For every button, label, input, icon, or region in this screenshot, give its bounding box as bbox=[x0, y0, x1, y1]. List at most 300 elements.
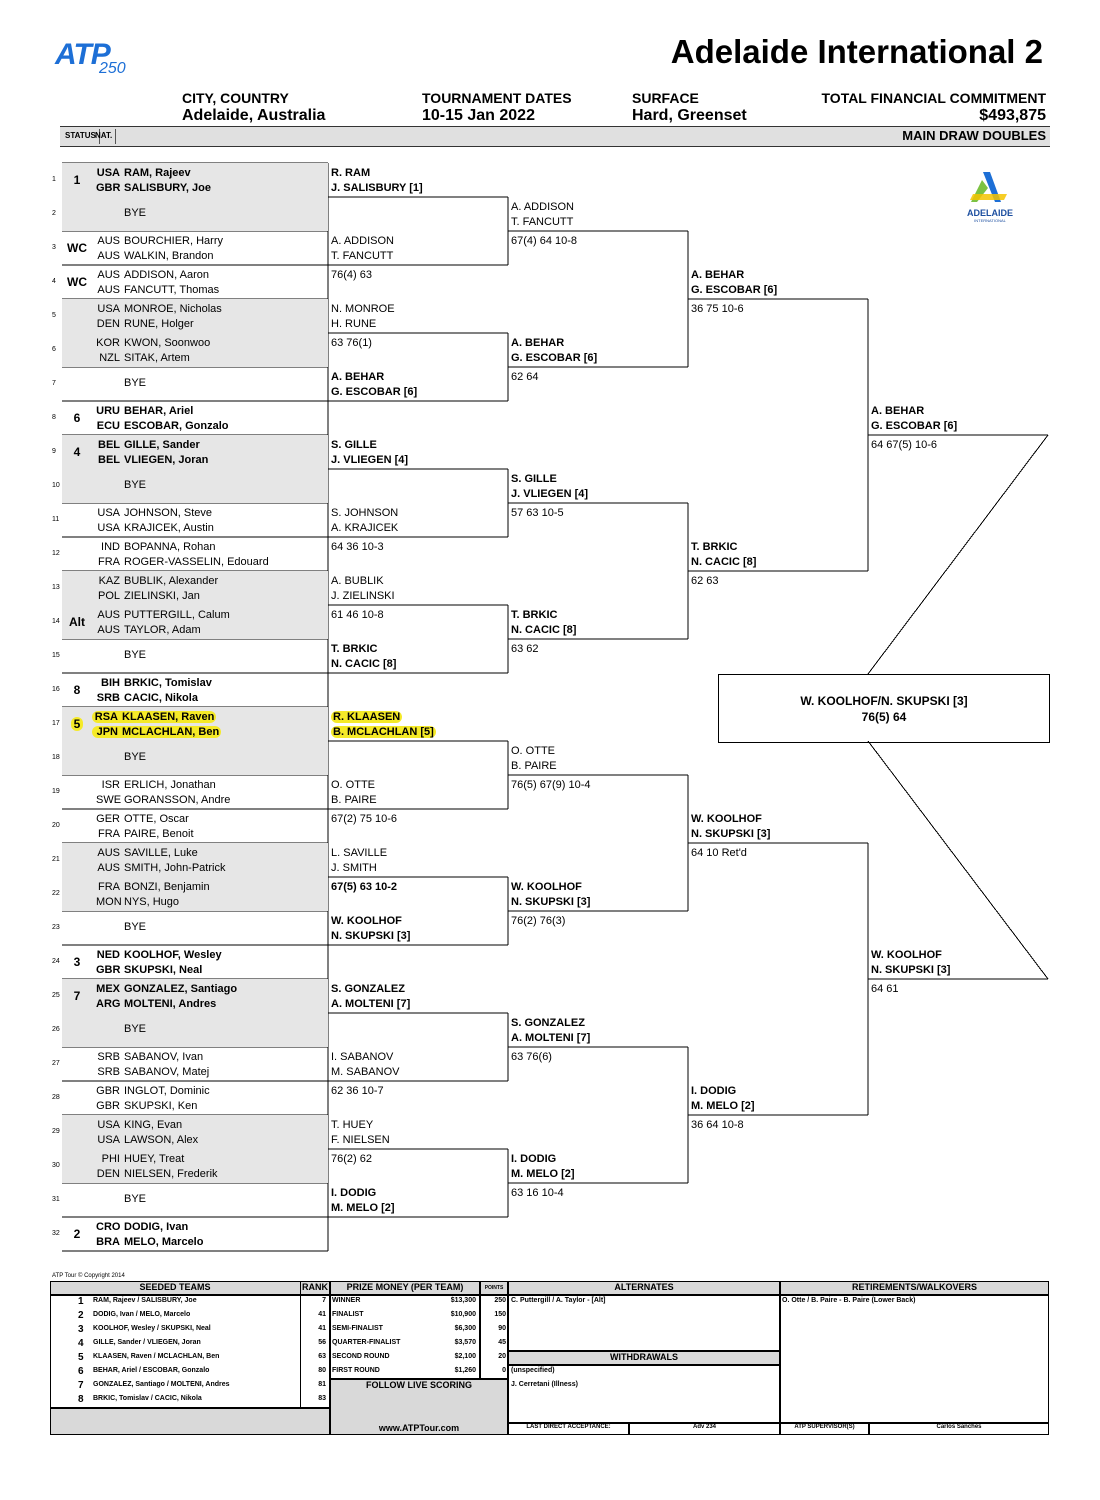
r1-winner-name: J. ZIELINSKI bbox=[331, 590, 395, 602]
r1-winner-name: A. ADDISON bbox=[331, 235, 394, 247]
player-name: MOLTENI, Andres bbox=[124, 998, 217, 1010]
team-player bbox=[96, 167, 191, 179]
r1-winner-name: N. SKUPSKI [3] bbox=[331, 930, 411, 942]
alternates-title: ALTERNATES bbox=[614, 1282, 674, 1292]
slot-number: 26 bbox=[52, 1026, 60, 1033]
team-player bbox=[96, 1134, 198, 1146]
dates-value: 10-15 Jan 2022 bbox=[422, 107, 535, 124]
team-player bbox=[96, 303, 222, 315]
seed-number: 6 bbox=[78, 1366, 84, 1377]
slot-number: 11 bbox=[52, 516, 60, 523]
rank-title: RANK bbox=[302, 1282, 328, 1292]
dates-label: TOURNAMENT DATES bbox=[422, 90, 572, 106]
prize-points: 20 bbox=[498, 1353, 506, 1360]
lda-label: LAST DIRECT ACCEPTANCE: bbox=[526, 1424, 611, 1430]
retirements-title: RETIREMENTS/WALKOVERS bbox=[851, 1282, 977, 1292]
player-name: BOURCHIER, Harry bbox=[124, 235, 224, 247]
slot-number: 31 bbox=[52, 1196, 60, 1203]
r1-winner-name: J. VLIEGEN [4] bbox=[331, 454, 409, 466]
retirements-body bbox=[780, 1295, 1049, 1423]
team-player bbox=[96, 541, 216, 553]
slot-number: 25 bbox=[52, 992, 60, 999]
seed-status bbox=[64, 717, 90, 731]
supervisor-value: Carlos Sanches bbox=[936, 1424, 982, 1430]
r1-winner-name: J. SALISBURY [1] bbox=[331, 182, 423, 194]
player-name: BRKIC, Tomislav bbox=[124, 677, 212, 689]
prize-round: SECOND ROUND bbox=[332, 1353, 390, 1360]
r2-score: 76(2) 76(3) bbox=[511, 915, 566, 927]
seed-team-name: KOOLHOF, Wesley / SKUPSKI, Neal bbox=[93, 1325, 211, 1332]
r3-score: 64 10 Ret'd bbox=[691, 847, 747, 859]
r1-winner-name bbox=[331, 726, 436, 738]
player-name: KWON, Soonwoo bbox=[124, 337, 211, 349]
sf-winner-name: W. KOOLHOF bbox=[871, 949, 942, 961]
r3-winner-name: N. CACIC [8] bbox=[691, 556, 757, 568]
seed-status: 7 bbox=[73, 989, 81, 1003]
seed-status: Alt bbox=[69, 615, 85, 629]
team-player bbox=[96, 964, 202, 976]
player-nationality: POL bbox=[97, 590, 120, 602]
footer-gray-left bbox=[50, 1408, 330, 1435]
player-name: TAYLOR, Adam bbox=[124, 624, 201, 636]
player-name: ESCOBAR, Gonzalo bbox=[124, 420, 229, 432]
player-name: KRAJICEK, Austin bbox=[124, 522, 214, 534]
player-name: GORANSSON, Andre bbox=[124, 794, 231, 806]
slot-number: 8 bbox=[52, 414, 56, 421]
seed-status: 3 bbox=[73, 955, 81, 969]
seed-team-name: KLAASEN, Raven / MCLACHLAN, Ben bbox=[93, 1353, 220, 1360]
r3-winner-name: I. DODIG bbox=[691, 1085, 737, 1097]
player-nationality: SWE bbox=[96, 794, 122, 806]
r1-winner-name: F. NIELSEN bbox=[331, 1134, 390, 1146]
team-player bbox=[96, 677, 212, 689]
prize-round: FINALIST bbox=[332, 1311, 364, 1318]
player-nationality: AUS bbox=[97, 269, 120, 281]
r2-winner-name: A. BEHAR bbox=[511, 337, 565, 349]
r3-winner-name: G. ESCOBAR [6] bbox=[691, 284, 778, 296]
player-nationality: USA bbox=[97, 303, 120, 315]
r3-score: 36 75 10-6 bbox=[691, 303, 744, 315]
slot-number: 10 bbox=[52, 482, 60, 489]
seed-number: 5 bbox=[78, 1352, 84, 1363]
r1-winner-name: A. KRAJICEK bbox=[331, 522, 399, 534]
r1-winner-highlight: B. MCLACHLAN [5] bbox=[333, 726, 434, 738]
player-name: SALISBURY, Joe bbox=[124, 182, 212, 194]
player-nationality: FRA bbox=[98, 828, 120, 840]
points-title: POINTS bbox=[484, 1285, 504, 1291]
r3-score: 62 63 bbox=[691, 575, 719, 587]
slot-number: 4 bbox=[52, 278, 56, 285]
team-player bbox=[96, 337, 210, 349]
supervisor-label: ATP SUPERVISOR(S) bbox=[794, 1424, 855, 1430]
player-name: FANCUTT, Thomas bbox=[124, 284, 220, 296]
seed-status: 8 bbox=[73, 683, 81, 697]
team-player bbox=[96, 609, 230, 621]
r2-winner-name: A. MOLTENI [7] bbox=[511, 1032, 591, 1044]
bye-label: BYE bbox=[124, 479, 147, 491]
player-nationality: SRB bbox=[97, 1066, 120, 1078]
r1-winner-name: S. JOHNSON bbox=[331, 507, 399, 519]
player-name: LAWSON, Alex bbox=[124, 1134, 199, 1146]
adelaide-logo-text: ADELAIDE bbox=[966, 208, 1013, 218]
live-scoring-label: FOLLOW LIVE SCORING bbox=[366, 1380, 472, 1390]
player-nationality: RSA bbox=[94, 711, 118, 723]
prize-round: FIRST ROUND bbox=[332, 1367, 380, 1374]
player-name: SMITH, John-Patrick bbox=[124, 862, 226, 874]
player-nationality: BEL bbox=[98, 439, 120, 451]
team-player bbox=[96, 1168, 218, 1180]
team-player bbox=[96, 1236, 203, 1248]
team-player bbox=[96, 420, 229, 432]
player-nationality: NZL bbox=[99, 352, 120, 364]
seed-status: 1 bbox=[73, 173, 81, 187]
player-nationality: KAZ bbox=[98, 575, 120, 587]
player-name: DODIG, Ivan bbox=[124, 1221, 189, 1233]
player-name: SKUPSKI, Ken bbox=[124, 1100, 198, 1112]
player-nationality: AUS bbox=[97, 284, 120, 296]
seed-rank: 83 bbox=[318, 1395, 326, 1402]
player-name: BONZI, Benjamin bbox=[124, 881, 210, 893]
r2-winner-name: S. GONZALEZ bbox=[511, 1017, 585, 1029]
player-nationality: DEN bbox=[96, 1168, 120, 1180]
slot-number: 2 bbox=[52, 210, 56, 217]
slot-number: 24 bbox=[52, 958, 60, 965]
seed-team-name: RAM, Rajeev / SALISBURY, Joe bbox=[93, 1297, 197, 1304]
player-name: SABANOV, Matej bbox=[124, 1066, 210, 1078]
r2-winner-name: J. VLIEGEN [4] bbox=[511, 488, 589, 500]
surface-label: SURFACE bbox=[632, 90, 699, 106]
player-nationality: PHI bbox=[101, 1153, 120, 1165]
player-nationality: AUS bbox=[97, 235, 120, 247]
r1-winner-name: A. BUBLIK bbox=[331, 575, 384, 587]
player-nationality: GBR bbox=[96, 1085, 120, 1097]
player-name: KING, Evan bbox=[124, 1119, 183, 1131]
draw-type-label: MAIN DRAW DOUBLES bbox=[902, 128, 1046, 143]
seed-status: WC bbox=[67, 275, 87, 289]
player-name: ZIELINSKI, Jan bbox=[124, 590, 200, 602]
player-nationality: DEN bbox=[96, 318, 120, 330]
team-player bbox=[96, 590, 200, 602]
prize-round: SEMI-FINALIST bbox=[332, 1325, 383, 1332]
prize-points: 250 bbox=[494, 1297, 506, 1304]
withdrawal-entry: J. Cerretani (Illness) bbox=[511, 1381, 578, 1388]
team-player bbox=[96, 692, 198, 704]
r3-winner-name: W. KOOLHOF bbox=[691, 813, 762, 825]
team-player bbox=[96, 624, 201, 636]
status-column-label: STATUS bbox=[62, 129, 100, 144]
player-nationality: USA bbox=[96, 167, 120, 179]
player-nationality: AUS bbox=[97, 609, 120, 621]
slot-row-bg bbox=[62, 197, 328, 231]
sf-winner-name: G. ESCOBAR [6] bbox=[871, 420, 958, 432]
player-name: MELO, Marcelo bbox=[124, 1236, 204, 1248]
team-player bbox=[96, 284, 219, 296]
player-name: CACIC, Nikola bbox=[124, 692, 198, 704]
r2-winner-name: M. MELO [2] bbox=[511, 1168, 575, 1180]
r1-winner-name: I. SABANOV bbox=[331, 1051, 394, 1063]
slot-row-bg bbox=[62, 469, 328, 503]
player-nationality: BIH bbox=[101, 677, 120, 689]
player-name: NYS, Hugo bbox=[124, 896, 180, 908]
r2-score: 63 62 bbox=[511, 643, 539, 655]
seed-rank: 7 bbox=[322, 1297, 326, 1304]
seed-status: WC bbox=[67, 241, 87, 255]
player-name: JOHNSON, Steve bbox=[124, 507, 213, 519]
team-player bbox=[96, 507, 212, 519]
player-nationality: SRB bbox=[96, 692, 120, 704]
slot-number: 20 bbox=[52, 822, 60, 829]
champion-name: W. KOOLHOF/N. SKUPSKI [3] bbox=[800, 694, 968, 708]
bye-label: BYE bbox=[124, 649, 147, 661]
prize-title: PRIZE MONEY (PER TEAM) bbox=[346, 1282, 464, 1292]
seed-rank: 63 bbox=[318, 1353, 326, 1360]
player-nationality: AUS bbox=[97, 847, 120, 859]
player-name: ERLICH, Jonathan bbox=[124, 779, 216, 791]
player-name: SABANOV, Ivan bbox=[124, 1051, 204, 1063]
seed-number: 8 bbox=[78, 1394, 84, 1405]
player-name: INGLOT, Dominic bbox=[124, 1085, 210, 1097]
r3-winner-name: N. SKUPSKI [3] bbox=[691, 828, 771, 840]
team-player bbox=[96, 828, 194, 840]
prize-points: 150 bbox=[494, 1311, 506, 1318]
team-player bbox=[92, 711, 216, 723]
slot-number: 1 bbox=[52, 176, 56, 183]
team-player bbox=[96, 983, 237, 995]
r2-winner-name: N. SKUPSKI [3] bbox=[511, 896, 591, 908]
slot-row-bg bbox=[62, 741, 328, 775]
slot-number: 32 bbox=[52, 1230, 60, 1237]
seed-team-name: DODIG, Ivan / MELO, Marcelo bbox=[93, 1311, 191, 1318]
team-player bbox=[96, 575, 218, 587]
team-player bbox=[96, 1221, 188, 1233]
player-name: ROGER-VASSELIN, Edouard bbox=[124, 556, 269, 568]
slot-number: 23 bbox=[52, 924, 60, 931]
r1-winner-name: S. GONZALEZ bbox=[331, 983, 405, 995]
player-name: PUTTERGILL, Calum bbox=[124, 609, 230, 621]
r1-winner-highlight: R. KLAASEN bbox=[333, 711, 401, 723]
seed-number: 7 bbox=[78, 1380, 84, 1391]
slot-number: 15 bbox=[52, 652, 60, 659]
r1-winner-name: W. KOOLHOF bbox=[331, 915, 402, 927]
r3-winner-name: M. MELO [2] bbox=[691, 1100, 755, 1112]
player-nationality: BEL bbox=[98, 454, 120, 466]
team-player bbox=[96, 182, 211, 194]
r1-winner-name: T. HUEY bbox=[331, 1119, 374, 1131]
team-player bbox=[96, 1100, 197, 1112]
seed-rank: 41 bbox=[318, 1311, 326, 1318]
slot-number: 7 bbox=[52, 380, 56, 387]
seed-team-name: BRKIC, Tomislav / CACIC, Nikola bbox=[93, 1395, 202, 1402]
r1-score: 76(4) 63 bbox=[331, 269, 372, 281]
team-player bbox=[96, 1085, 210, 1097]
team-player bbox=[96, 1153, 184, 1165]
champion-score: 76(5) 64 bbox=[861, 710, 907, 724]
prize-money: $13,300 bbox=[450, 1297, 476, 1304]
team-player bbox=[96, 949, 222, 961]
r2-score: 57 63 10-5 bbox=[511, 507, 564, 519]
team-player bbox=[96, 1051, 203, 1063]
player-name: SKUPSKI, Neal bbox=[124, 964, 203, 976]
slot-number: 17 bbox=[52, 720, 60, 727]
seed-rank: 80 bbox=[318, 1367, 326, 1374]
bye-label: BYE bbox=[124, 207, 147, 219]
logo-number: 250 bbox=[99, 60, 126, 77]
slot-number: 6 bbox=[52, 346, 56, 353]
prize-money: $3,570 bbox=[454, 1339, 476, 1346]
slot-number: 3 bbox=[52, 244, 56, 251]
bye-label: BYE bbox=[124, 921, 147, 933]
bye-label: BYE bbox=[124, 377, 147, 389]
r1-winner-name: N. MONROE bbox=[331, 303, 395, 315]
prize-points: 90 bbox=[498, 1325, 506, 1332]
team-player bbox=[96, 813, 189, 825]
r2-score: 63 16 10-4 bbox=[511, 1187, 564, 1199]
slot-number: 9 bbox=[52, 448, 56, 455]
r1-score: 67(2) 75 10-6 bbox=[331, 813, 398, 825]
player-nationality: CRO bbox=[96, 1221, 121, 1233]
page-title: Adelaide International 2 bbox=[670, 33, 1043, 70]
seed-rank: 41 bbox=[318, 1325, 326, 1332]
seed-number: 2 bbox=[78, 1310, 84, 1321]
retirement-entry: O. Otte / B. Paire - B. Paire (Lower Back) bbox=[782, 1297, 916, 1304]
nat-column-label: NAT. bbox=[92, 129, 116, 144]
player-nationality: USA bbox=[97, 1119, 120, 1131]
r3-winner-name: T. BRKIC bbox=[691, 541, 738, 553]
adelaide-logo-sub: INTERNATIONAL bbox=[974, 218, 1006, 223]
player-name: ADDISON, Aaron bbox=[124, 269, 209, 281]
r2-score: 76(5) 67(9) 10-4 bbox=[511, 779, 591, 791]
r2-winner-name: S. GILLE bbox=[511, 473, 557, 485]
player-name: RUNE, Holger bbox=[124, 318, 194, 330]
surface-value: Hard, Greenset bbox=[632, 107, 747, 124]
slot-number: 13 bbox=[52, 584, 60, 591]
r2-winner-name: T. FANCUTT bbox=[511, 216, 574, 228]
player-nationality: ISR bbox=[101, 779, 120, 791]
slot-number: 18 bbox=[52, 754, 60, 761]
website-link: www.ATPTour.com bbox=[378, 1423, 460, 1433]
r1-winner-name: N. CACIC [8] bbox=[331, 658, 397, 670]
player-nationality: AUS bbox=[97, 862, 120, 874]
seed-rank: 56 bbox=[318, 1339, 326, 1346]
r1-winner-name: A. MOLTENI [7] bbox=[331, 998, 411, 1010]
team-player bbox=[96, 896, 179, 908]
player-nationality: ECU bbox=[96, 420, 120, 432]
player-name: MONROE, Nicholas bbox=[124, 303, 222, 315]
player-name: SAVILLE, Luke bbox=[124, 847, 198, 859]
r1-winner-name: J. SMITH bbox=[331, 862, 377, 874]
slot-number: 19 bbox=[52, 788, 60, 795]
seed-highlight: 5 bbox=[71, 717, 84, 731]
player-highlight bbox=[92, 726, 221, 738]
player-nationality: AUS bbox=[97, 250, 120, 262]
player-nationality: BRA bbox=[96, 1236, 120, 1248]
player-nationality: NED bbox=[96, 949, 120, 961]
team-player bbox=[96, 522, 214, 534]
r1-winner-name: B. PAIRE bbox=[331, 794, 377, 806]
withdrawals-title: WITHDRAWALS bbox=[610, 1352, 678, 1362]
player-name: VLIEGEN, Joran bbox=[124, 454, 209, 466]
player-nationality: USA bbox=[97, 507, 120, 519]
player-nationality: FRA bbox=[98, 556, 120, 568]
player-nationality: GBR bbox=[96, 1100, 120, 1112]
player-name: MCLACHLAN, Ben bbox=[122, 726, 220, 738]
r1-winner-name: T. BRKIC bbox=[331, 643, 378, 655]
r1-score: 63 76(1) bbox=[331, 337, 372, 349]
r1-winner-name: R. RAM bbox=[331, 167, 371, 179]
r2-winner-name: B. PAIRE bbox=[511, 760, 557, 772]
logo-text: ATP bbox=[55, 38, 110, 71]
r1-winner-name: A. BEHAR bbox=[331, 371, 385, 383]
team-player bbox=[96, 794, 230, 806]
player-nationality: GBR bbox=[96, 182, 121, 194]
r2-score: 63 76(6) bbox=[511, 1051, 552, 1063]
player-name: BOPANNA, Rohan bbox=[124, 541, 216, 553]
r1-score: 67(5) 63 10-2 bbox=[331, 881, 398, 893]
r2-winner-name: N. CACIC [8] bbox=[511, 624, 577, 636]
seed-team-name: BEHAR, Ariel / ESCOBAR, Gonzalo bbox=[93, 1367, 210, 1374]
player-name: HUEY, Treat bbox=[124, 1153, 185, 1165]
r1-score: 76(2) 62 bbox=[331, 1153, 372, 1165]
r1-winner-name: T. FANCUTT bbox=[331, 250, 394, 262]
team-player bbox=[92, 726, 221, 738]
player-nationality: URU bbox=[96, 405, 120, 417]
slot-number: 12 bbox=[52, 550, 60, 557]
player-nationality: GER bbox=[96, 813, 120, 825]
player-nationality: IND bbox=[101, 541, 120, 553]
player-nationality: SRB bbox=[97, 1051, 120, 1063]
prize-round: QUARTER-FINALIST bbox=[332, 1339, 401, 1346]
city-value: Adelaide, Australia bbox=[182, 107, 326, 124]
r3-score: 36 64 10-8 bbox=[691, 1119, 744, 1131]
withdrawal-entry: (unspecified) bbox=[511, 1367, 555, 1374]
team-player bbox=[96, 1066, 209, 1078]
player-name: OTTE, Oscar bbox=[124, 813, 189, 825]
player-nationality: MEX bbox=[96, 983, 120, 995]
r1-winner-name: G. ESCOBAR [6] bbox=[331, 386, 418, 398]
bye-label: BYE bbox=[124, 1193, 147, 1205]
slot-number: 14 bbox=[52, 618, 60, 625]
team-player bbox=[96, 556, 269, 568]
slot-number: 22 bbox=[52, 890, 60, 897]
slot-row-bg bbox=[62, 1013, 328, 1047]
financial-value: $493,875 bbox=[979, 107, 1046, 124]
player-highlight bbox=[92, 711, 216, 723]
seed-rank: 81 bbox=[318, 1381, 326, 1388]
r1-winner-name: I. DODIG bbox=[331, 1187, 377, 1199]
r2-winner-name: G. ESCOBAR [6] bbox=[511, 352, 598, 364]
slot-number: 21 bbox=[52, 856, 60, 863]
team-player bbox=[96, 235, 223, 247]
r2-winner-name: T. BRKIC bbox=[511, 609, 558, 621]
team-player bbox=[96, 405, 193, 417]
team-player bbox=[96, 250, 213, 262]
seed-team-name: GILLE, Sander / VLIEGEN, Joran bbox=[93, 1339, 201, 1346]
sf-winner-name: N. SKUPSKI [3] bbox=[871, 964, 951, 976]
bye-label: BYE bbox=[124, 1023, 147, 1035]
player-name: SITAK, Artem bbox=[124, 352, 190, 364]
r1-winner-name: M. MELO [2] bbox=[331, 1202, 395, 1214]
team-player bbox=[96, 881, 210, 893]
seed-status: 4 bbox=[73, 445, 81, 459]
r1-winner-name: H. RUNE bbox=[331, 318, 377, 330]
prize-round: WINNER bbox=[332, 1297, 361, 1304]
seed-status: 2 bbox=[73, 1227, 81, 1241]
team-player bbox=[96, 847, 198, 859]
r1-winner-name bbox=[331, 711, 402, 723]
r2-winner-name: O. OTTE bbox=[511, 745, 555, 757]
player-name: GONZALEZ, Santiago bbox=[124, 983, 238, 995]
city-label: CITY, COUNTRY bbox=[182, 90, 289, 106]
